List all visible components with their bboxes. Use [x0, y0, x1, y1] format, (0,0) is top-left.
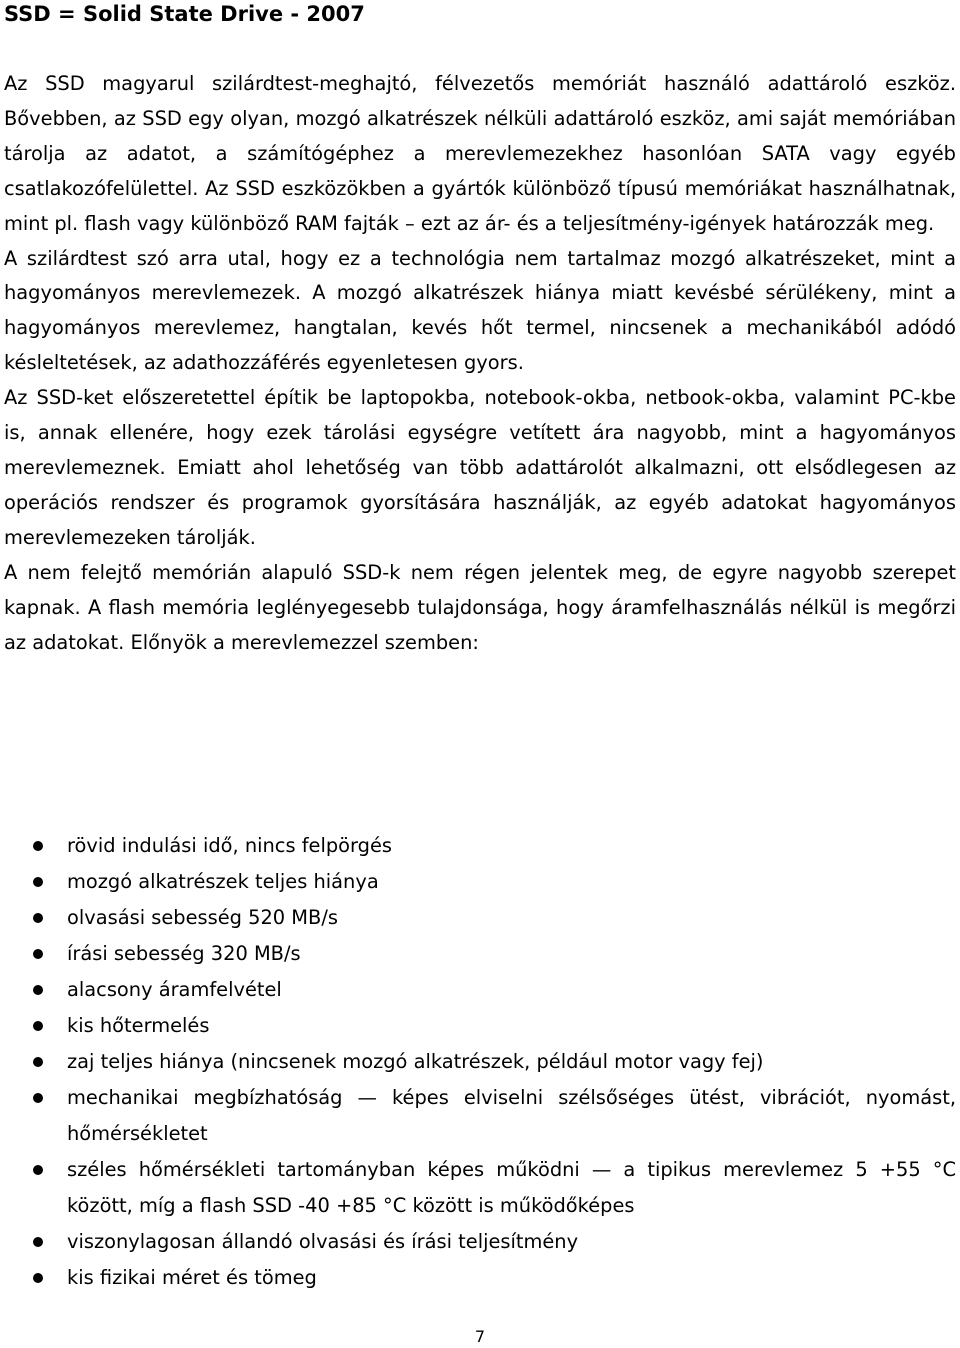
- list-item-text: írási sebesség 320 MB/s: [67, 942, 301, 965]
- bullet-icon: [33, 877, 43, 887]
- list-item-text: kis hőtermelés: [67, 1014, 210, 1037]
- list-item-text: rövid indulási idő, nincs felpörgés: [67, 834, 393, 857]
- list-item: [4, 1152, 956, 1224]
- list-item: [4, 936, 956, 972]
- list-item: [4, 1080, 956, 1152]
- list-item-text: mechanikai megbízhatóság — képes elviselni szélsőséges ütést, vibrációt, nyomást, hőmérsékletet: [67, 1086, 956, 1145]
- document-title: SSD = Solid State Drive - 2007: [4, 2, 365, 26]
- bullet-icon: [33, 985, 43, 995]
- bullet-icon: [33, 1021, 43, 1031]
- paragraph-flash: A nem felejtő memórián alapuló SSD-k nem régen jelentek meg, de egyre nagyobb szerepet kapnak. A flash memória leglényegesebb tulajdonsága, hogy áramfelhasználás nélkül is megőrzi az adatokat. Előnyök a merevlemezzel szemben:: [4, 560, 956, 654]
- bullet-icon: [33, 1273, 43, 1283]
- list-item-text: alacsony áramfelvétel: [67, 978, 282, 1001]
- paragraph-solid-state: A szilárdtest szó arra utal, hogy ez a technológia nem tartalmaz mozgó alkatrészeket, mint a hagyományos merevlemezek. A mozgó alkatrészek hiánya miatt kevésbé sérülékeny, mint a hagyományos merevlemez, hangtalan, kevés hőt termel, nincsenek a mechanikából adódó késleltetések, az adathozzáférés egyenletesen gyors.: [4, 246, 956, 375]
- list-item: [4, 972, 956, 1008]
- paragraph-intro: Az SSD magyarul szilárdtest-meghajtó, félvezetős memóriát használó adattároló eszköz. Bővebben, az SSD egy olyan, mozgó alkatrészek nélküli adattároló eszköz, ami saját memóriában tárolja az adatot, a számítógéphez a merevlemezekhez hasonlóan SATA vagy egyéb csatlakozófelülettel. Az SSD eszközökben a gyártók különböző típusú memóriákat használhatnak, mint pl. flash vagy különböző RAM fajták – ezt az ár- és a teljesítmény-igények határozzák meg.: [4, 72, 956, 235]
- list-item-text: mozgó alkatrészek teljes hiánya: [67, 870, 379, 893]
- bullet-icon: [33, 1237, 43, 1247]
- bullet-icon: [33, 841, 43, 851]
- bullet-icon: [33, 1057, 43, 1067]
- list-item-text: széles hőmérsékleti tartományban képes működni — a tipikus merevlemez 5 +55 °C között, míg a flash SSD -40 +85 °C között is működőképes: [67, 1158, 956, 1217]
- page-number: 7: [474, 1327, 486, 1346]
- list-item: [4, 1044, 956, 1080]
- list-item-text: olvasási sebesség 520 MB/s: [67, 906, 338, 929]
- list-item: [4, 1260, 956, 1296]
- bullet-icon: [33, 1093, 43, 1103]
- list-item: [4, 864, 956, 900]
- advantages-list: [4, 828, 956, 1296]
- list-item-text: viszonylagosan állandó olvasási és írási teljesítmény: [67, 1230, 579, 1253]
- body-text: [4, 67, 956, 660]
- bullet-icon: [33, 913, 43, 923]
- paragraph-usage: Az SSD-ket előszeretettel építik be laptopokba, notebook-okba, netbook-okba, valamint PC-kbe is, annak ellenére, hogy ezek tárolási egységre vetített ára nagyobb, mint a hagyományos merevlemeznek. Emiatt ahol lehetőség van több adattárolót alkalmazni, ott elsődlegesen az operációs rendszer és programok gyorsítására használják, az egyéb adatokat hagyományos merevlemezeken tárolják.: [4, 386, 956, 549]
- list-item: [4, 828, 956, 864]
- list-item: [4, 1224, 956, 1260]
- bullet-icon: [33, 949, 43, 959]
- list-item: [4, 1008, 956, 1044]
- list-item-text: zaj teljes hiánya (nincsenek mozgó alkatrészek, például motor vagy fej): [67, 1050, 764, 1073]
- list-item-text: kis fizikai méret és tömeg: [67, 1266, 317, 1289]
- bullet-icon: [33, 1165, 43, 1175]
- list-item: [4, 900, 956, 936]
